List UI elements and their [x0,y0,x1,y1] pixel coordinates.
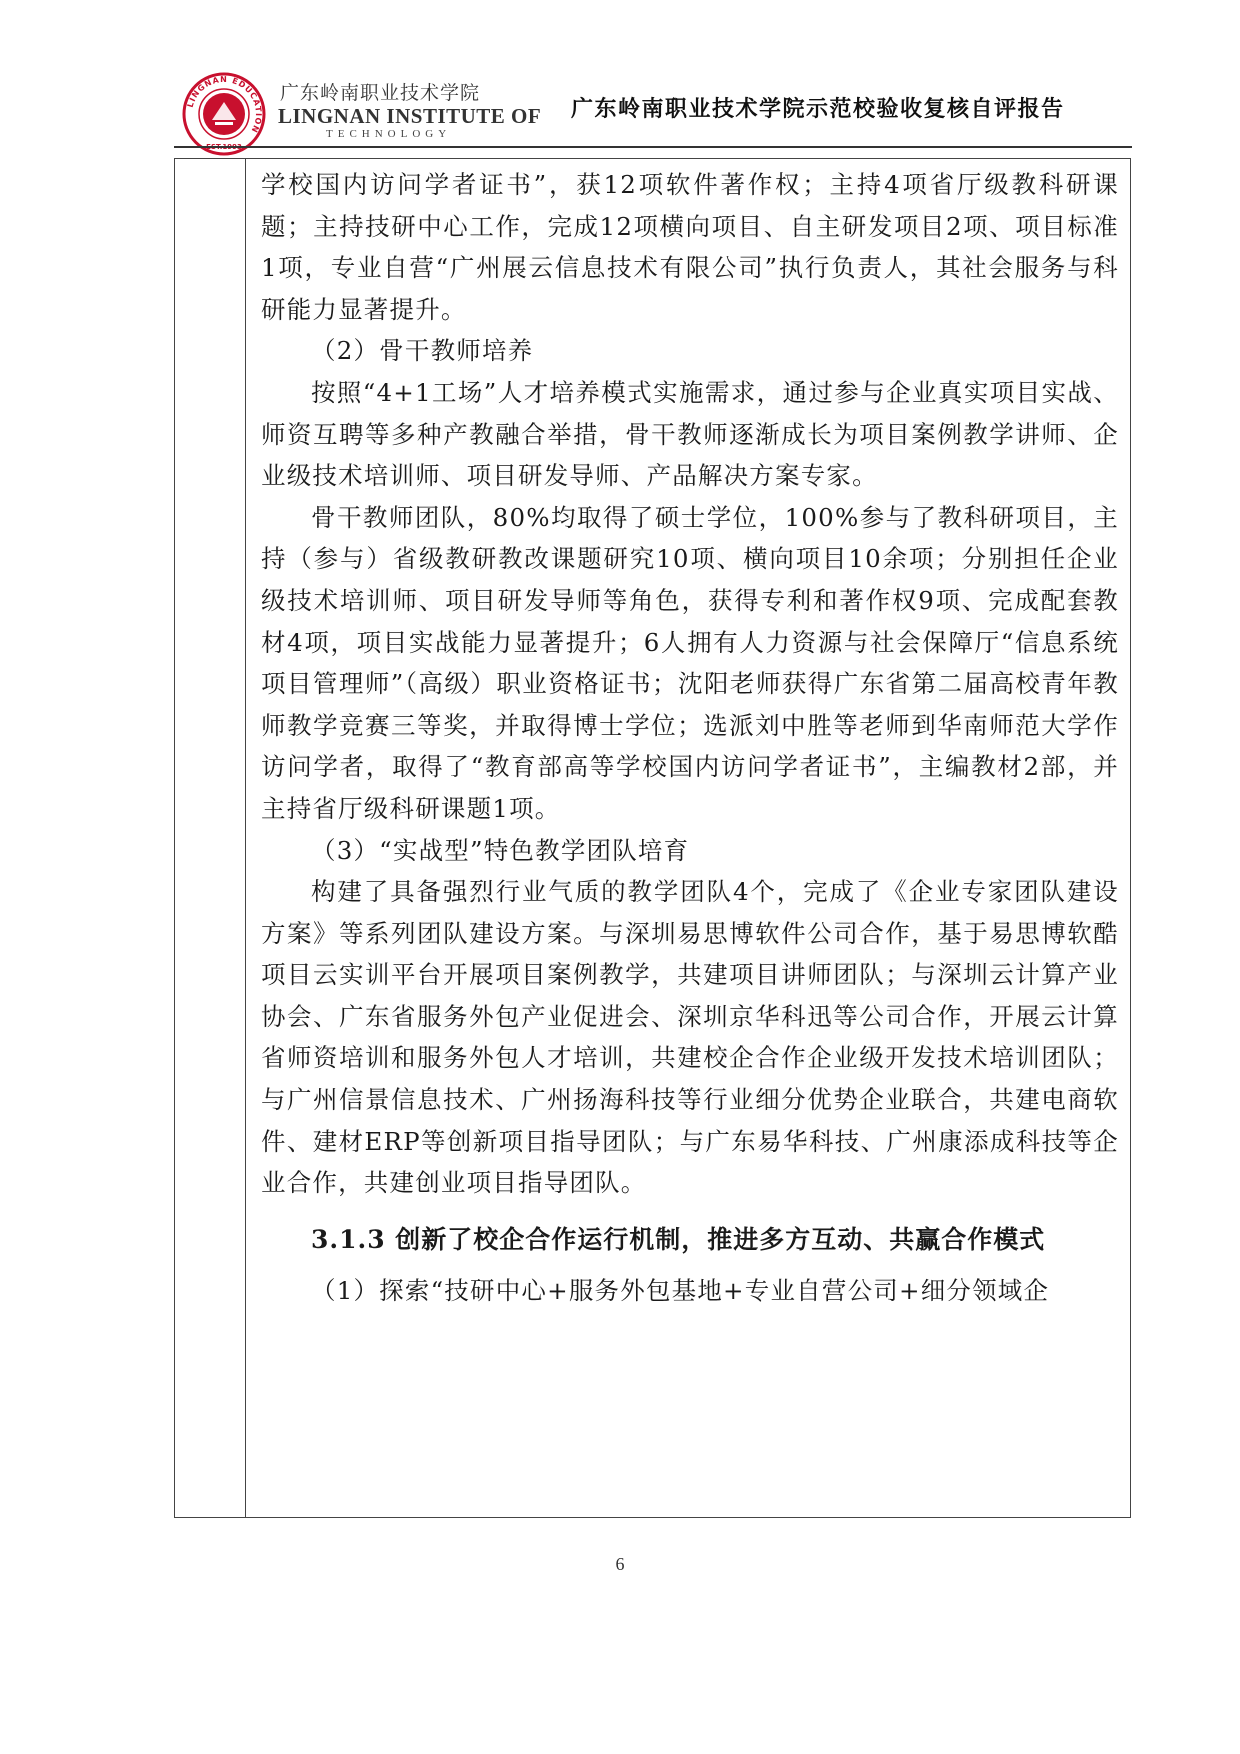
school-name-cn: 广东岭南职业技术学院 [280,82,481,104]
school-seal-logo [182,72,266,156]
paragraph-training-model: 按照“4+1工场”人才培养模式实施需求，通过参与企业真实项目实战、师资互聘等多种产教融合举措，骨干教师逐渐成长为项目案例教学讲师、企业级技术培训师、项目研发导师、产品解决方案专家。 [261,377,1119,491]
paragraph-team-achievements: 骨干教师团队，80%均取得了硕士学位，100%参与了教科研项目，主持（参与）省级教研教改课题研究10项、横向项目10余项；分别担任企业级技术培训师、项目研发导师等角色，获得专利和著作权9项、完成配套教材4项，项目实战能力显著提升；6人拥有人力资源与社会保障厅“信息系统项目管理师”（高级）职业资格证书；沈阳老师获得广东省第二届高校青年教师教学竞赛三等奖，并取得博士学位；选派刘中胜等老师到华南师范大学作访问学者，取得了“教育部高等学校国内访问学者证书”，主编教材2部，并主持省厅级科研课题1项。 [261,502,1119,823]
paragraph-continuation: 学校国内访问学者证书”，获12项软件著作权；主持4项省厅级教科研课题；主持技研中心工作，完成12项横向项目、自主研发项目2项、项目标准1项，专业自营“广州展云信息技术有限公司”执行负责人，其社会服务与科研能力显著提升。 [261,170,1119,324]
content-table [174,158,1131,1518]
svg-text:LINGNAN EDUCATION: LINGNAN EDUCATION [185,74,264,135]
school-name-en: LINGNAN INSTITUTE OF [278,104,542,128]
header-divider [174,146,1132,148]
paragraph-team-building: 构建了具备强烈行业气质的教学团队4个，完成了《企业专家团队建设方案》等系列团队建设方案。与深圳易思博软件公司合作，基于易思博软酷项目云实训平台开展项目案例教学，共建项目讲师团队；与深圳云计算产业协会、广东省服务外包产业促进会、深圳京华科迅等公司合作，开展云计算省师资培训和服务外包人才培训，共建校企合作企业级开发技术培训团队；与广州信景信息技术、广州扬海科技等行业细分优势企业联合，共建电商软件、建材ERP等创新项目指导团队；与广东易华科技、广州康添成科技等企业合作，共建创业项目指导团队。 [261,877,1119,1198]
subheading-practical-team: （3）“实战型”特色教学团队培育 [311,835,690,865]
page-number: 6 [615,1554,625,1574]
report-title: 广东岭南职业技术学院示范校验收复核自评报告 [571,97,1065,122]
subheading-backbone-teachers: （2）骨干教师培养 [311,336,534,366]
table-content-cell [261,164,1119,1311]
paragraph-explore-model: （1）探索“技研中心+服务外包基地+专业自营公司+细分领域企 [311,1275,1050,1305]
section-heading-3-1-3: 3.1.3 创新了校企合作运行机制，推进多方互动、共赢合作模式 [311,1224,1046,1254]
school-name-en-2: TECHNOLOGY [326,128,452,140]
table-column-divider [245,159,246,1517]
page-header [182,72,1132,140]
